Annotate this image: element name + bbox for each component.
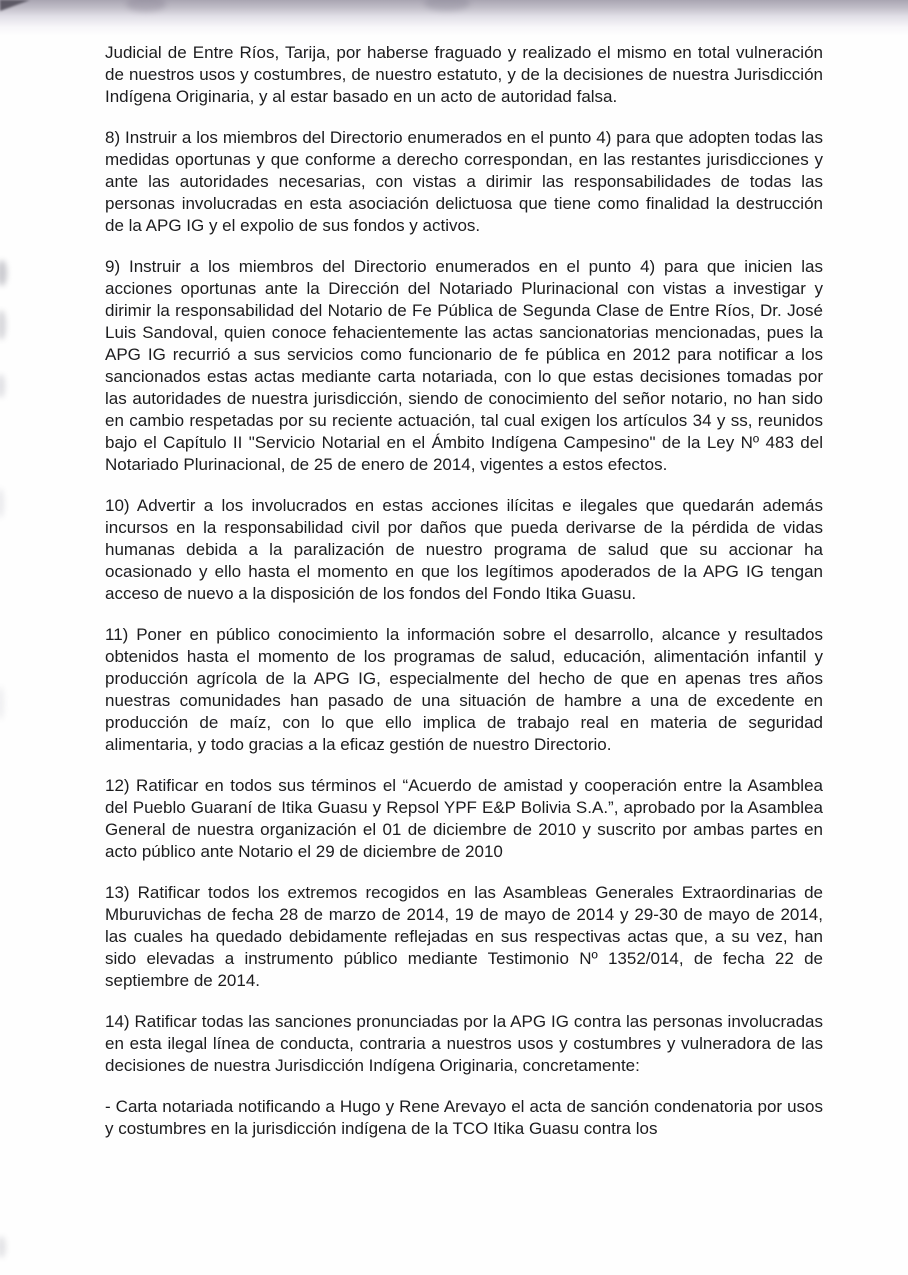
scan-artifact-smudge [424,0,470,11]
scan-artifact-smudge [0,260,7,286]
paragraph-item-11: 11) Poner en público conocimiento la información sobre el desarrollo, alcance y resultados obtenidos hasta el momento de los programas de salud, educación, alimentación infantil y producción agrícola de la APG IG, especialmente del hecho de que en apenas tres años nuestras comunidades han pasado de una situación de hambre a una de excedente en producción de maíz, con lo que ello implica de trabajo real en materia de seguridad alimentaria, y todo gracias a la eficaz gestión de nuestro Directorio. [105,625,823,754]
scan-artifact-smudge [0,1236,6,1258]
scan-artifact-corner-mark [0,0,30,11]
paragraph-item-13: 13) Ratificar todos los extremos recogidos en las Asambleas Generales Extraordinarias de Mburuvichas de fecha 28 de marzo de 2014, 19 de mayo de 2014 y 29-30 de mayo de 2014, las cuales ha quedado debidamente reflejadas en sus respectivas actas que, a su vez, han sido elevadas a instrumento público mediante Testimonio Nº 1352/014, de fecha 22 de septiembre de 2014. [105,883,823,990]
scan-artifact-top-band [0,0,908,36]
paragraph-item-14: 14) Ratificar todas las sanciones pronunciadas por la APG IG contra las personas involucradas en esta ilegal línea de conducta, contraria a nuestros usos y costumbres y vulneradora de las decisiones de nuestra Jurisdicción Indígena Originaria, concretamente: [105,1012,823,1075]
paragraph-judicial-continuation: Judicial de Entre Ríos, Tarija, por haberse fraguado y realizado el mismo en total vulneración de nuestros usos y costumbres, de nuestro estatuto, y de la decisiones de nuestra Jurisdicción Indígena Originaria, y al estar basado en un acto de autoridad falsa. [105,43,823,106]
scan-artifact-smudge [0,310,6,340]
scan-artifact-smudge [0,488,4,518]
paragraph-carta-notariada: - Carta notariada notificando a Hugo y Rene Arevayo el acta de sanción condenatoria por usos y costumbres en la jurisdicción indígena de la TCO Itika Guasu contra los [105,1097,823,1138]
paragraph-item-8: 8) Instruir a los miembros del Directorio enumerados en el punto 4) para que adopten todas las medidas oportunas y que conforme a derecho correspondan, en las restantes jurisdicciones y ante las autoridades necesarias, con vistas a dirimir las responsabilidades de todas las personas involucradas en esta asociación delictuosa que tiene como finalidad la destrucción de la APG IG y el expolio de sus fondos y activos. [105,128,823,235]
scan-artifact-smudge [126,0,166,12]
paragraph-item-10: 10) Advertir a los involucrados en estas acciones ilícitas e ilegales que quedarán además incursos en la responsabilidad civil por daños que pueda derivarse de la pérdida de vidas humanas debida a la paralización de nuestro programa de salud que su accionar ha ocasionado y ello hasta el momento en que los legítimos apoderados de la APG IG tengan acceso de nuevo a la disposición de los fondos del Fondo Itika Guasu. [105,496,823,603]
document-body [105,42,823,1159]
scan-artifact-smudge [0,374,5,398]
scan-artifact-smudge [0,686,4,720]
paragraph-item-12: 12) Ratificar en todos sus términos el “Acuerdo de amistad y cooperación entre la Asamblea del Pueblo Guaraní de Itika Guasu y Repsol YPF E&P Bolivia S.A.”, aprobado por la Asamblea General de nuestra organización el 01 de diciembre de 2010 y suscrito por ambas partes en acto público ante Notario el 29 de diciembre de 2010 [105,776,823,861]
paragraph-item-9: 9) Instruir a los miembros del Directorio enumerados en el punto 4) para que inicien las acciones oportunas ante la Dirección del Notariado Plurinacional con vistas a investigar y dirimir la responsabilidad del Notario de Fe Pública de Segunda Clase de Entre Ríos, Dr. José Luis Sandoval, quien conoce fehacientemente las actas sancionatorias mencionadas, pues la APG IG recurrió a sus servicios como funcionario de fe pública en 2012 para notificar a los sancionados estas actas mediante carta notariada, con lo que estas decisiones tomadas por las autoridades de nuestra jurisdicción, siendo de conocimiento del señor notario, no han sido en cambio respetadas por su reciente actuación, tal cual exigen los artículos 34 y ss, reunidos bajo el Capítulo II "Servicio Notarial en el Ámbito Indígena Campesino" de la Ley Nº 483 del Notariado Plurinacional, de 25 de enero de 2014, vigentes a estos efectos. [105,257,823,474]
